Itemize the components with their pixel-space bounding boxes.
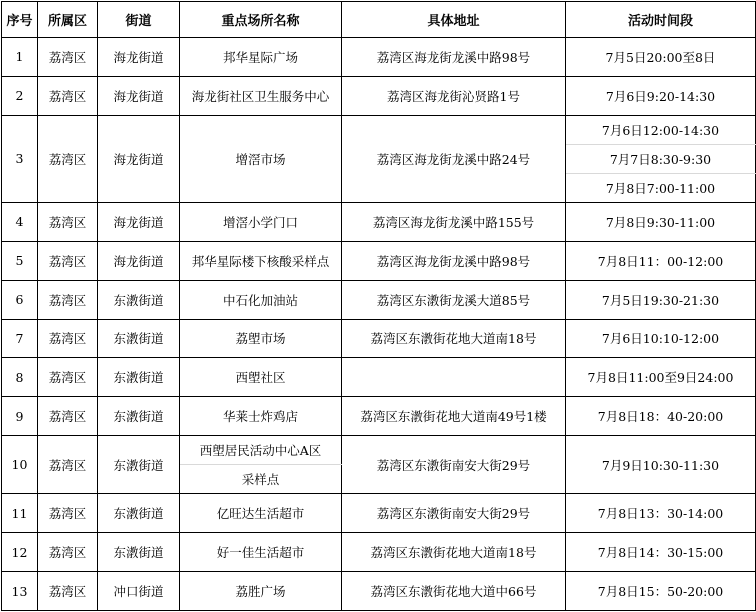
cell-place: 华莱士炸鸡店 bbox=[180, 397, 342, 436]
cell-district: 荔湾区 bbox=[38, 358, 98, 397]
header-place: 重点场所名称 bbox=[180, 2, 342, 38]
cell-street: 海龙街道 bbox=[98, 115, 180, 202]
cell-time: 7月8日9:30-11:00 bbox=[566, 202, 756, 241]
cell-district: 荔湾区 bbox=[38, 241, 98, 280]
table-row bbox=[2, 38, 756, 77]
cell-no: 7 bbox=[2, 319, 38, 358]
cell-time: 7月5日20:00至8日 bbox=[566, 38, 756, 77]
table-row bbox=[2, 533, 756, 572]
cell-district: 荔湾区 bbox=[38, 115, 98, 202]
cell-district: 荔湾区 bbox=[38, 533, 98, 572]
cell-street: 海龙街道 bbox=[98, 202, 180, 241]
cell-time: 7月5日19:30-21:30 bbox=[566, 280, 756, 319]
header-street: 街道 bbox=[98, 2, 180, 38]
cell-no: 13 bbox=[2, 572, 38, 611]
cell-place: 亿旺达生活超市 bbox=[180, 494, 342, 533]
cell-address: 荔湾区东漖街南安大街29号 bbox=[342, 494, 566, 533]
cell-address: 荔湾区东漖街花地大道南49号1楼 bbox=[342, 397, 566, 436]
table-row bbox=[2, 280, 756, 319]
cell-no: 6 bbox=[2, 280, 38, 319]
cell-time: 7月8日7:00-11:00 bbox=[566, 173, 756, 202]
cell-time: 7月8日18：40-20:00 bbox=[566, 397, 756, 436]
cell-no: 1 bbox=[2, 38, 38, 77]
cell-street: 东漖街道 bbox=[98, 494, 180, 533]
table-row bbox=[2, 319, 756, 358]
cell-street: 东漖街道 bbox=[98, 397, 180, 436]
cell-address: 荔湾区东漖街花地大道南18号 bbox=[342, 533, 566, 572]
cell-district: 荔湾区 bbox=[38, 38, 98, 77]
cell-no: 12 bbox=[2, 533, 38, 572]
cell-place: 西塱社区 bbox=[180, 358, 342, 397]
cell-time: 7月7日8:30-9:30 bbox=[566, 144, 756, 173]
header-time: 活动时间段 bbox=[566, 2, 756, 38]
cell-address: 荔湾区东漖街龙溪大道85号 bbox=[342, 280, 566, 319]
cell-street: 冲口街道 bbox=[98, 572, 180, 611]
cell-street: 东漖街道 bbox=[98, 533, 180, 572]
cell-place: 邦华星际楼下核酸采样点 bbox=[180, 241, 342, 280]
cell-no: 2 bbox=[2, 76, 38, 115]
cell-no: 8 bbox=[2, 358, 38, 397]
cell-place: 荔胜广场 bbox=[180, 572, 342, 611]
key-places-table bbox=[1, 1, 756, 611]
cell-time: 7月8日13：30-14:00 bbox=[566, 494, 756, 533]
cell-address bbox=[342, 358, 566, 397]
header-row bbox=[2, 2, 756, 38]
cell-address: 荔湾区海龙街沁贤路1号 bbox=[342, 76, 566, 115]
table-row bbox=[2, 241, 756, 280]
cell-address: 荔湾区海龙街龙溪中路98号 bbox=[342, 241, 566, 280]
cell-district: 荔湾区 bbox=[38, 572, 98, 611]
cell-district: 荔湾区 bbox=[38, 436, 98, 494]
cell-district: 荔湾区 bbox=[38, 319, 98, 358]
table-row bbox=[2, 436, 756, 465]
cell-time: 7月8日15：50-20:00 bbox=[566, 572, 756, 611]
cell-district: 荔湾区 bbox=[38, 494, 98, 533]
table-row bbox=[2, 397, 756, 436]
cell-address: 荔湾区东漖街花地大道中66号 bbox=[342, 572, 566, 611]
cell-time: 7月8日11:00至9日24:00 bbox=[566, 358, 756, 397]
cell-place: 中石化加油站 bbox=[180, 280, 342, 319]
cell-district: 荔湾区 bbox=[38, 76, 98, 115]
cell-time: 7月6日10:10-12:00 bbox=[566, 319, 756, 358]
table-row bbox=[2, 358, 756, 397]
table-row bbox=[2, 115, 756, 144]
table-row bbox=[2, 572, 756, 611]
cell-district: 荔湾区 bbox=[38, 280, 98, 319]
cell-no: 5 bbox=[2, 241, 38, 280]
table-row bbox=[2, 202, 756, 241]
cell-place: 增滘市场 bbox=[180, 115, 342, 202]
cell-place: 好一佳生活超市 bbox=[180, 533, 342, 572]
header-address: 具体地址 bbox=[342, 2, 566, 38]
cell-address: 荔湾区东漖街花地大道南18号 bbox=[342, 319, 566, 358]
cell-no: 3 bbox=[2, 115, 38, 202]
cell-street: 海龙街道 bbox=[98, 241, 180, 280]
cell-street: 东漖街道 bbox=[98, 280, 180, 319]
cell-address: 荔湾区海龙街龙溪中路98号 bbox=[342, 38, 566, 77]
cell-place: 邦华星际广场 bbox=[180, 38, 342, 77]
cell-time: 7月8日14：30-15:00 bbox=[566, 533, 756, 572]
cell-time: 7月6日12:00-14:30 bbox=[566, 115, 756, 144]
table-row bbox=[2, 494, 756, 533]
cell-street: 东漖街道 bbox=[98, 319, 180, 358]
cell-place: 增滘小学门口 bbox=[180, 202, 342, 241]
cell-no: 9 bbox=[2, 397, 38, 436]
cell-street: 海龙街道 bbox=[98, 76, 180, 115]
cell-place: 西塱居民活动中心A区 bbox=[180, 436, 342, 465]
cell-street: 东漖街道 bbox=[98, 436, 180, 494]
cell-no: 4 bbox=[2, 202, 38, 241]
cell-address: 荔湾区海龙街龙溪中路155号 bbox=[342, 202, 566, 241]
cell-address: 荔湾区海龙街龙溪中路24号 bbox=[342, 115, 566, 202]
cell-address: 荔湾区东漖街南安大街29号 bbox=[342, 436, 566, 494]
cell-street: 海龙街道 bbox=[98, 38, 180, 77]
cell-time: 7月6日9:20-14:30 bbox=[566, 76, 756, 115]
header-district: 所属区 bbox=[38, 2, 98, 38]
cell-time: 7月9日10:30-11:30 bbox=[566, 436, 756, 494]
cell-place: 采样点 bbox=[180, 465, 342, 494]
cell-district: 荔湾区 bbox=[38, 397, 98, 436]
cell-district: 荔湾区 bbox=[38, 202, 98, 241]
cell-street: 东漖街道 bbox=[98, 358, 180, 397]
cell-place: 荔塱市场 bbox=[180, 319, 342, 358]
header-no: 序号 bbox=[2, 2, 38, 38]
cell-place: 海龙街社区卫生服务中心 bbox=[180, 76, 342, 115]
cell-no: 10 bbox=[2, 436, 38, 494]
table-row bbox=[2, 76, 756, 115]
cell-time: 7月8日11：00-12:00 bbox=[566, 241, 756, 280]
cell-no: 11 bbox=[2, 494, 38, 533]
